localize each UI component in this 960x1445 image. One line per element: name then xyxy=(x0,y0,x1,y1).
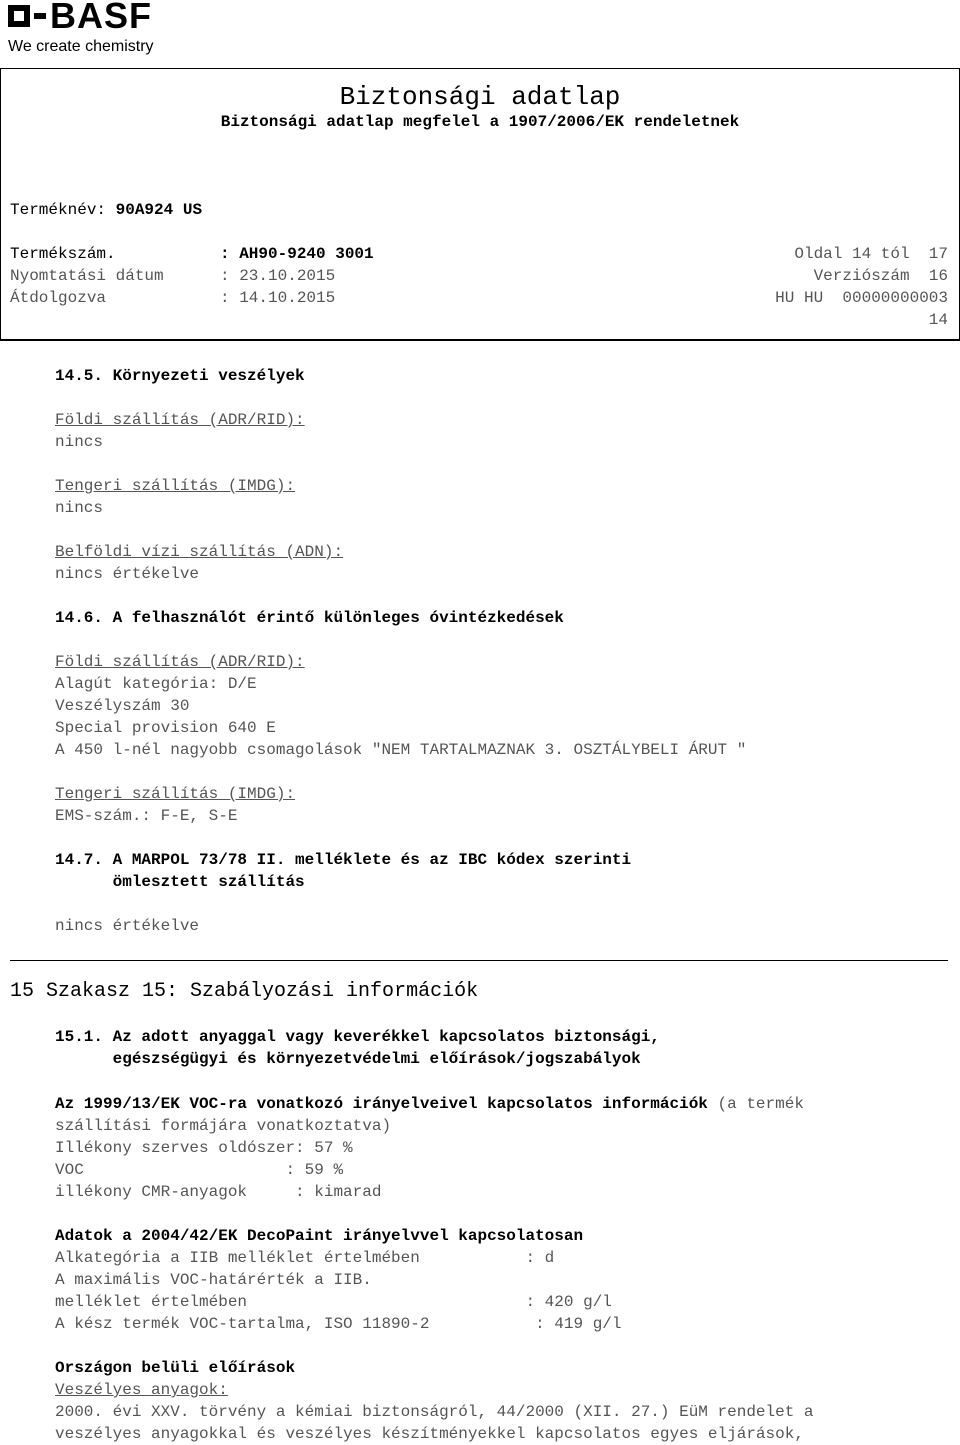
print-date-label: Nyomtatási dátum xyxy=(10,267,164,285)
section-14-5-heading: 14.5. Környezeti veszélyek xyxy=(55,367,305,385)
decopaint-heading: Adatok a 2004/42/EK DecoPaint irányelvvel kapcsolatosan xyxy=(55,1227,584,1245)
hazardous-substances-label: Veszélyes anyagok: xyxy=(55,1381,228,1399)
max-voc-line1: A maximális VOC-határérték a IIB. xyxy=(55,1271,372,1289)
print-date-value: : 23.10.2015 xyxy=(220,267,336,285)
page-number: 14 xyxy=(928,311,948,329)
land-transport-value: nincs xyxy=(55,433,104,451)
section-14-6-heading: 14.6. A felhasználót érintő különleges óvintézkedések xyxy=(55,609,564,627)
voc-content: VOC : 59 % xyxy=(55,1161,344,1179)
section-14-7-value: nincs értékelve xyxy=(55,917,200,935)
inland-water-value: nincs értékelve xyxy=(55,565,200,583)
section-14-7-heading-line2: ömlesztett szállítás xyxy=(55,873,305,891)
section-15-title: 15 Szakasz 15: Szabályozási információk xyxy=(10,980,479,1003)
revised-label: Átdolgozva xyxy=(10,289,107,307)
cmr-substances: illékony CMR-anyagok : kimarad xyxy=(55,1183,382,1201)
land-transport-label: Földi szállítás (ADR/RID): xyxy=(55,411,305,429)
version-number: Verziószám 16 xyxy=(813,267,948,285)
ems-number: EMS-szám.: F-E, S-E xyxy=(55,807,238,825)
logo-dash-icon xyxy=(34,13,46,19)
law-text-line2: veszélyes anyagokkal és veszélyes készítményekkel kapcsolatos egyes eljárások, xyxy=(55,1425,804,1443)
logo-brand xyxy=(8,0,154,36)
product-voc-content: A kész termék VOC-tartalma, ISO 11890-2 : 419 g/l xyxy=(55,1315,622,1333)
land-transport-label-2: Földi szállítás (ADR/RID): xyxy=(55,653,305,671)
packaging-note: A 450 l-nél nagyobb csomagolások "NEM TARTALMAZNAK 3. OSZTÁLYBELI ÁRUT " xyxy=(55,741,747,759)
voc-directive-continuation: szállítási formájára vonatkoztatva) xyxy=(55,1117,392,1135)
logo-tagline: We create chemistry xyxy=(8,38,154,55)
tunnel-category: Alagút kategória: D/E xyxy=(55,675,257,693)
law-text-line1: 2000. évi XXV. törvény a kémiai biztonságról, 44/2000 (XII. 27.) EüM rendelet a xyxy=(55,1403,814,1421)
logo-square-icon xyxy=(8,5,30,27)
subcategory: Alkategória a IIB melléklet értelmében : d xyxy=(55,1249,555,1267)
sea-transport-label-2: Tengeri szállítás (IMDG): xyxy=(55,785,296,803)
sea-transport-value: nincs xyxy=(55,499,104,517)
voc-directive-line xyxy=(55,1093,804,1115)
section-15-1-heading-line2: egészségügyi és környezetvédelmi előírások/jogszabályok xyxy=(55,1050,641,1068)
max-voc-line2: melléklet értelmében : 420 g/l xyxy=(55,1293,612,1311)
section-15-1-heading-line1: 15.1. Az adott anyaggal vagy keverékkel kapcsolatos biztonsági, xyxy=(55,1028,660,1046)
product-name-value: 90A924 US xyxy=(115,201,203,219)
product-no-label: Termékszám. xyxy=(10,245,116,263)
basf-logo xyxy=(8,0,154,56)
product-no-value: : AH90-9240 3001 xyxy=(220,245,374,263)
section-divider xyxy=(10,960,948,961)
page-info: Oldal 14 tól 17 xyxy=(794,245,948,263)
inland-water-label: Belföldi vízi szállítás (ADN): xyxy=(55,543,344,561)
special-provision: Special provision 640 E xyxy=(55,719,276,737)
volatile-solvent: Illékony szerves oldószer: 57 % xyxy=(55,1139,353,1157)
revised-value: : 14.10.2015 xyxy=(220,289,336,307)
voc-directive-bold: Az 1999/13/EK VOC-ra vonatkozó irányelveivel kapcsolatos információk xyxy=(55,1095,708,1113)
national-regulations-heading: Országon belüli előírások xyxy=(55,1359,296,1377)
section-14-7-heading-line1: 14.7. A MARPOL 73/78 II. melléklete és az IBC kódex szerinti xyxy=(55,851,632,869)
document-subtitle: Biztonsági adatlap megfelel a 1907/2006/EK rendeletnek xyxy=(220,113,740,131)
voc-directive-rest: (a termék xyxy=(707,1095,804,1113)
logo-brand-text: BASF xyxy=(50,0,152,36)
product-name-row xyxy=(10,199,202,221)
sea-transport-label: Tengeri szállítás (IMDG): xyxy=(55,477,296,495)
hazard-number: Veszélyszám 30 xyxy=(55,697,190,715)
product-name-label: Terméknév: xyxy=(10,201,107,219)
document-title: Biztonsági adatlap xyxy=(339,82,621,112)
document-code: HU HU 00000000003 xyxy=(775,289,948,307)
